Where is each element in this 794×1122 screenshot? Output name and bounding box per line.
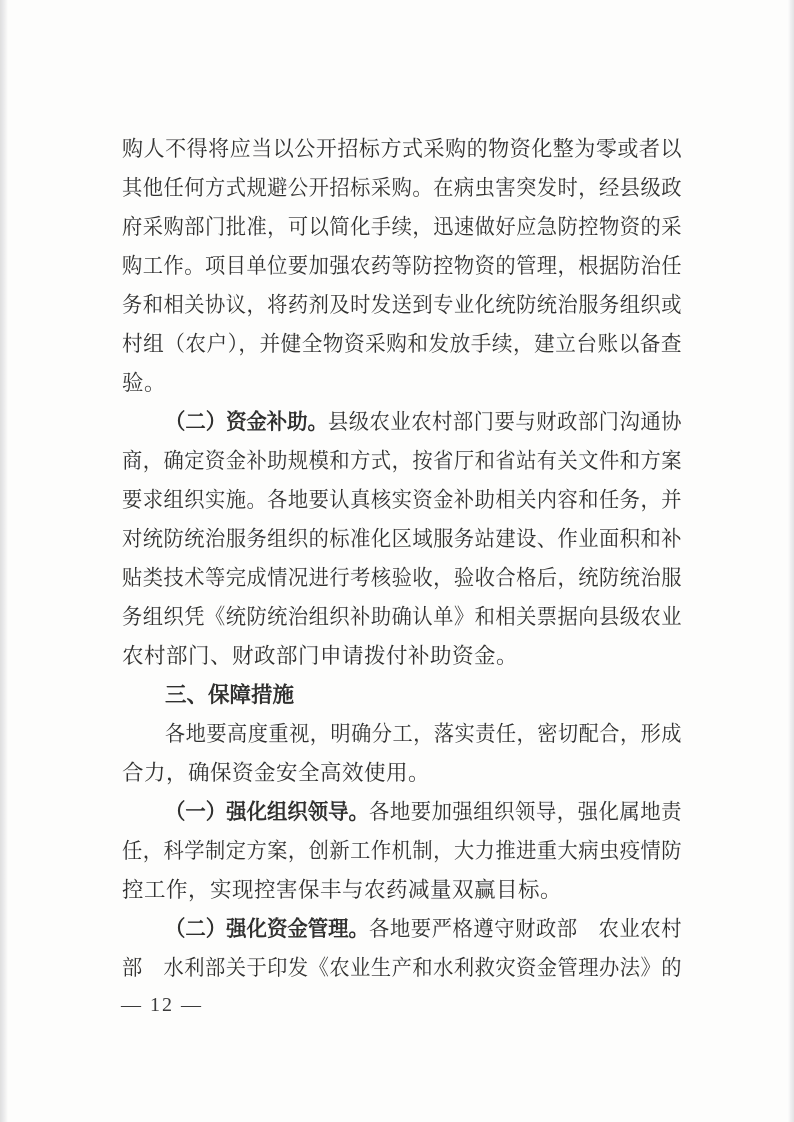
text-line-content: [122, 637, 518, 676]
body-text: 购工作。项目单位要加强农药等防控物资的管理，根据防治任: [122, 254, 682, 278]
text-line: [122, 832, 682, 871]
inline-heading-text: 三、保障措施: [165, 683, 295, 707]
body-text: 农村部门、财政部门申请拨付补助资金。: [122, 644, 519, 668]
inline-heading-text: （二）资金补助。: [165, 410, 328, 434]
body-text: 务组织凭《统防统治组织补助确认单》和相关票据向县级农业: [122, 605, 682, 629]
text-line-content: [122, 598, 682, 637]
text-line-content: [122, 520, 682, 559]
text-line-content: [122, 208, 682, 247]
body-text: 对统防统治服务组织的标准化区域服务站建设、作业面积和补: [122, 527, 682, 551]
body-text: 村组（农户），并健全物资采购和发放手续，建立台账以备查: [122, 332, 682, 356]
body-text: 县级农业农村部门要与财政部门沟通协: [327, 410, 682, 434]
text-line: [122, 949, 682, 988]
body-text: 各地要严格遵守财政部 农业农村: [368, 917, 682, 941]
text-line-content: [122, 169, 682, 208]
text-line: [122, 403, 682, 442]
text-line: [122, 715, 682, 754]
text-line: [122, 520, 682, 559]
body-text: 任，科学制定方案，创新工作机制，大力推进重大病虫疫情防: [122, 839, 682, 863]
text-line: [122, 286, 682, 325]
text-line: [122, 130, 682, 169]
text-line: [122, 910, 682, 949]
text-line-content: [122, 130, 682, 169]
text-line: [122, 208, 682, 247]
text-line: [122, 169, 682, 208]
text-line-content: [165, 676, 294, 715]
text-line-content: [165, 910, 682, 949]
body-text: 务和相关协议，将药剂及时发送到专业化统防统治服务组织或: [122, 293, 682, 317]
body-text: 要求组织实施。各地要认真核实资金补助相关内容和任务，并: [122, 488, 682, 512]
body-text: 各地要高度重视，明确分工，落实责任，密切配合，形成: [165, 722, 682, 746]
body-text: 府采购部门批准，可以简化手续，迅速做好应急防控物资的采: [122, 215, 682, 239]
document-body: [122, 130, 682, 988]
text-line-content: [122, 754, 430, 793]
body-text: 各地要加强组织领导，强化属地责: [368, 800, 682, 824]
text-line: [122, 364, 682, 403]
text-line-content: [122, 286, 682, 325]
text-line: [122, 247, 682, 286]
body-text: 验。: [122, 371, 167, 395]
body-text: 合力，确保资金安全高效使用。: [122, 761, 431, 785]
text-line-content: [165, 715, 682, 754]
text-line-content: [165, 793, 682, 832]
text-line-content: [122, 949, 682, 988]
scan-edge-left: [0, 0, 8, 1122]
body-text: 部 水利部关于印发《农业生产和水利救灾资金管理办法》的: [122, 956, 682, 980]
text-line-content: [165, 403, 682, 442]
scan-edge-right: [788, 0, 794, 1122]
body-text: 控工作，实现控害保丰与农药减量双赢目标。: [122, 878, 563, 902]
text-line-content: [122, 832, 682, 871]
text-line: [122, 481, 682, 520]
text-line-content: [122, 871, 562, 910]
text-line: [122, 559, 682, 598]
text-line-content: [122, 247, 682, 286]
inline-heading-text: （二）强化资金管理。: [165, 917, 369, 941]
text-line: [122, 637, 682, 676]
text-line: [122, 442, 682, 481]
page-number: — 12 —: [121, 994, 203, 1016]
text-line-content: [122, 559, 682, 598]
text-line: [122, 325, 682, 364]
body-text: 贴类技术等完成情况进行考核验收，验收合格后，统防统治服: [122, 566, 682, 590]
text-line: [122, 793, 682, 832]
text-line-content: [122, 442, 682, 481]
text-line: [122, 676, 682, 715]
text-line: [122, 754, 682, 793]
body-text: 购人不得将应当以公开招标方式采购的物资化整为零或者以: [122, 137, 682, 161]
text-line-content: [122, 481, 682, 520]
text-line: [122, 598, 682, 637]
body-text: 其他任何方式规避公开招标采购。在病虫害突发时，经县级政: [122, 176, 682, 200]
text-line-content: [122, 325, 682, 364]
body-text: 商，确定资金补助规模和方式，按省厅和省站有关文件和方案: [122, 449, 682, 473]
inline-heading-text: （一）强化组织领导。: [165, 800, 369, 824]
text-line-content: [122, 364, 166, 403]
text-line: [122, 871, 682, 910]
